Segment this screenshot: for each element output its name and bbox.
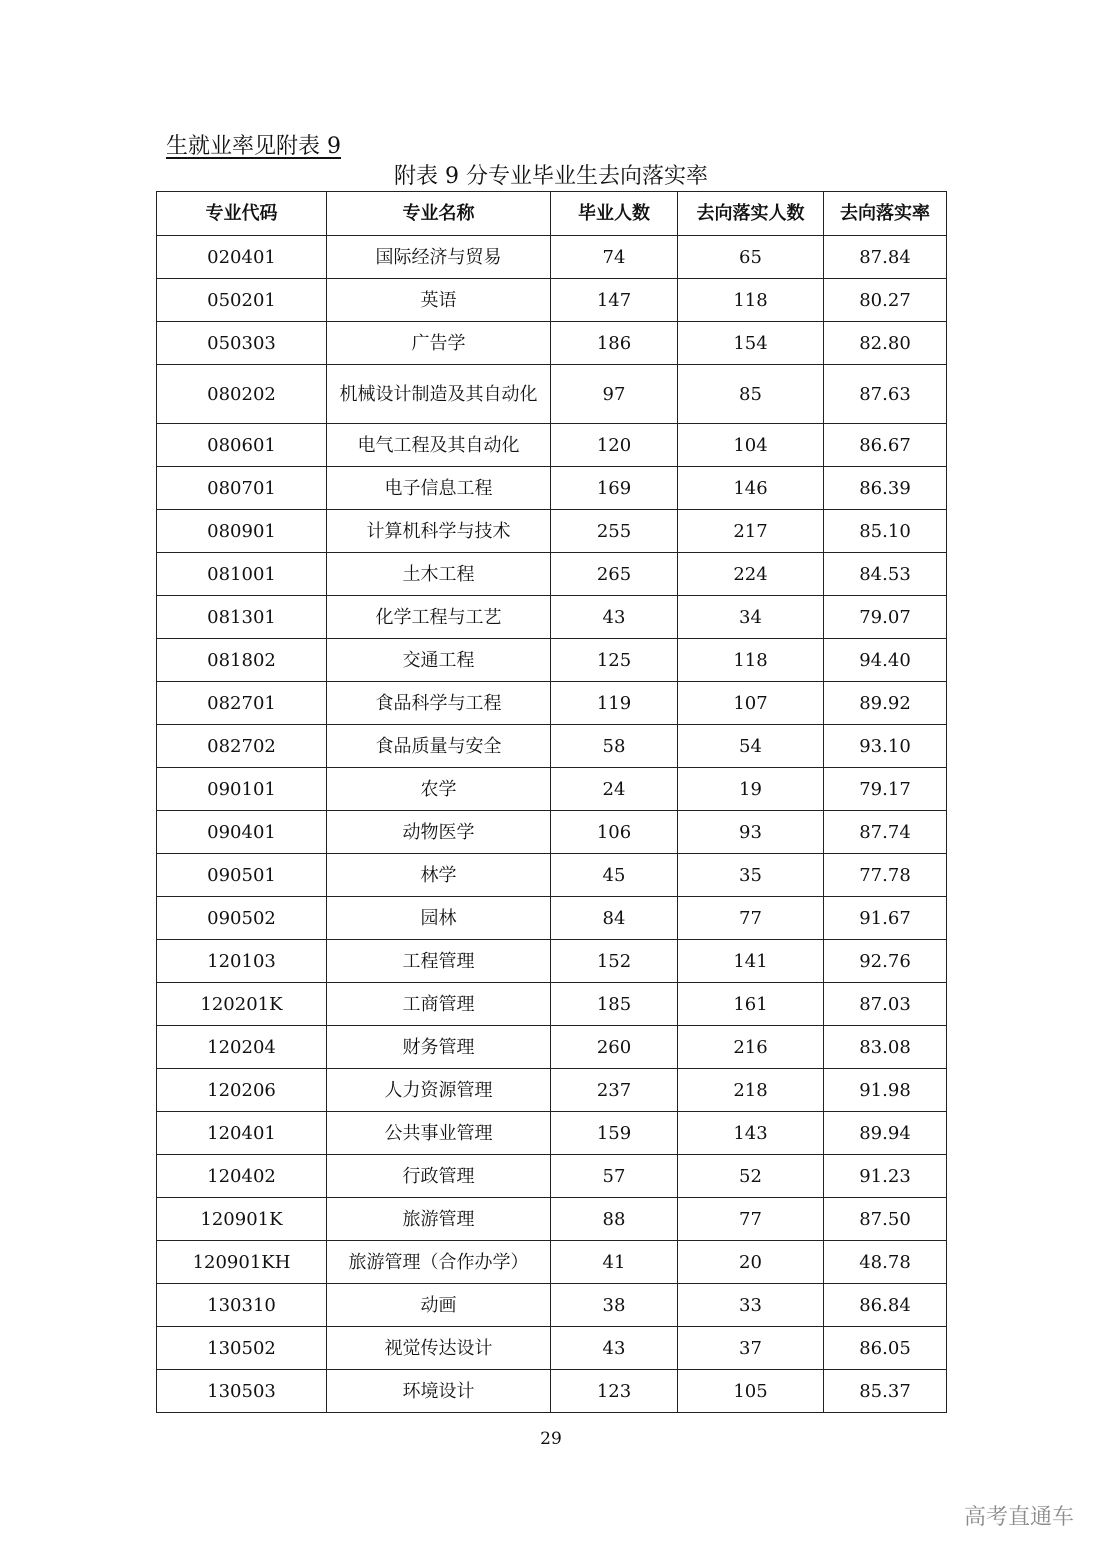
cell-rate: 91.23 bbox=[824, 1155, 947, 1198]
table-row bbox=[157, 639, 947, 682]
cell-name: 广告学 bbox=[327, 322, 551, 365]
cell-placed: 85 bbox=[678, 365, 824, 424]
table-row bbox=[157, 365, 947, 424]
table-row bbox=[157, 1112, 947, 1155]
cell-graduates: 38 bbox=[551, 1284, 678, 1327]
cell-placed: 52 bbox=[678, 1155, 824, 1198]
cell-code: 090401 bbox=[157, 811, 327, 854]
cell-code: 120206 bbox=[157, 1069, 327, 1112]
cell-name: 化学工程与工艺 bbox=[327, 596, 551, 639]
cell-code: 082702 bbox=[157, 725, 327, 768]
cell-rate: 89.92 bbox=[824, 682, 947, 725]
cell-name: 机械设计制造及其自动化 bbox=[327, 365, 551, 424]
cell-code: 081301 bbox=[157, 596, 327, 639]
major-placement-table bbox=[156, 191, 947, 1413]
cell-code: 020401 bbox=[157, 236, 327, 279]
cell-name: 财务管理 bbox=[327, 1026, 551, 1069]
cell-name: 工程管理 bbox=[327, 940, 551, 983]
table-row bbox=[157, 279, 947, 322]
cell-graduates: 84 bbox=[551, 897, 678, 940]
cell-graduates: 106 bbox=[551, 811, 678, 854]
cell-graduates: 260 bbox=[551, 1026, 678, 1069]
cell-placed: 77 bbox=[678, 1198, 824, 1241]
table-row bbox=[157, 1370, 947, 1413]
cell-graduates: 120 bbox=[551, 424, 678, 467]
cell-rate: 87.50 bbox=[824, 1198, 947, 1241]
cell-name: 公共事业管理 bbox=[327, 1112, 551, 1155]
table-row bbox=[157, 768, 947, 811]
cell-rate: 87.63 bbox=[824, 365, 947, 424]
table-row bbox=[157, 596, 947, 639]
cell-rate: 91.67 bbox=[824, 897, 947, 940]
cell-placed: 141 bbox=[678, 940, 824, 983]
header-placed: 去向落实人数 bbox=[678, 192, 824, 236]
cell-name: 食品质量与安全 bbox=[327, 725, 551, 768]
cell-name: 电子信息工程 bbox=[327, 467, 551, 510]
cell-graduates: 123 bbox=[551, 1370, 678, 1413]
cell-placed: 104 bbox=[678, 424, 824, 467]
cell-code: 081001 bbox=[157, 553, 327, 596]
cell-graduates: 97 bbox=[551, 365, 678, 424]
cell-name: 旅游管理（合作办学） bbox=[327, 1241, 551, 1284]
table-row bbox=[157, 424, 947, 467]
cell-graduates: 152 bbox=[551, 940, 678, 983]
header-rate: 去向落实率 bbox=[824, 192, 947, 236]
table-row bbox=[157, 1327, 947, 1370]
table-row bbox=[157, 983, 947, 1026]
cell-name: 国际经济与贸易 bbox=[327, 236, 551, 279]
cell-code: 090501 bbox=[157, 854, 327, 897]
cell-graduates: 147 bbox=[551, 279, 678, 322]
cell-graduates: 255 bbox=[551, 510, 678, 553]
cell-name: 交通工程 bbox=[327, 639, 551, 682]
cell-rate: 77.78 bbox=[824, 854, 947, 897]
cell-name: 工商管理 bbox=[327, 983, 551, 1026]
table-row bbox=[157, 1198, 947, 1241]
cell-graduates: 41 bbox=[551, 1241, 678, 1284]
cell-code: 120201K bbox=[157, 983, 327, 1026]
cell-rate: 79.07 bbox=[824, 596, 947, 639]
cell-placed: 93 bbox=[678, 811, 824, 854]
cell-code: 090101 bbox=[157, 768, 327, 811]
cell-name: 英语 bbox=[327, 279, 551, 322]
cell-graduates: 119 bbox=[551, 682, 678, 725]
cell-placed: 54 bbox=[678, 725, 824, 768]
table-row bbox=[157, 467, 947, 510]
table-caption: 附表 9 分专业毕业生去向落实率 bbox=[394, 164, 708, 189]
cell-placed: 143 bbox=[678, 1112, 824, 1155]
cell-name: 视觉传达设计 bbox=[327, 1327, 551, 1370]
cell-code: 081802 bbox=[157, 639, 327, 682]
cell-rate: 89.94 bbox=[824, 1112, 947, 1155]
table-row bbox=[157, 725, 947, 768]
cell-name: 林学 bbox=[327, 854, 551, 897]
cell-graduates: 74 bbox=[551, 236, 678, 279]
cell-graduates: 185 bbox=[551, 983, 678, 1026]
cell-code: 080701 bbox=[157, 467, 327, 510]
table-row bbox=[157, 236, 947, 279]
cell-name: 环境设计 bbox=[327, 1370, 551, 1413]
cell-rate: 86.39 bbox=[824, 467, 947, 510]
table-header-row bbox=[157, 192, 947, 236]
cell-code: 130310 bbox=[157, 1284, 327, 1327]
cell-graduates: 43 bbox=[551, 1327, 678, 1370]
cell-graduates: 45 bbox=[551, 854, 678, 897]
watermark: 高考直通车 bbox=[963, 1505, 1074, 1530]
cell-name: 农学 bbox=[327, 768, 551, 811]
table-row bbox=[157, 854, 947, 897]
table-row bbox=[157, 510, 947, 553]
table-row bbox=[157, 1284, 947, 1327]
cell-rate: 86.05 bbox=[824, 1327, 947, 1370]
cell-graduates: 186 bbox=[551, 322, 678, 365]
cell-name: 计算机科学与技术 bbox=[327, 510, 551, 553]
cell-graduates: 159 bbox=[551, 1112, 678, 1155]
cell-placed: 118 bbox=[678, 279, 824, 322]
cell-rate: 84.53 bbox=[824, 553, 947, 596]
cell-rate: 87.84 bbox=[824, 236, 947, 279]
cell-rate: 85.37 bbox=[824, 1370, 947, 1413]
cell-placed: 33 bbox=[678, 1284, 824, 1327]
cell-code: 120901KH bbox=[157, 1241, 327, 1284]
cell-placed: 35 bbox=[678, 854, 824, 897]
cell-name: 电气工程及其自动化 bbox=[327, 424, 551, 467]
cell-rate: 93.10 bbox=[824, 725, 947, 768]
table-row bbox=[157, 897, 947, 940]
cell-placed: 216 bbox=[678, 1026, 824, 1069]
lead-text: 生就业率见附表 9 bbox=[166, 134, 341, 159]
cell-name: 园林 bbox=[327, 897, 551, 940]
cell-rate: 80.27 bbox=[824, 279, 947, 322]
cell-name: 行政管理 bbox=[327, 1155, 551, 1198]
cell-code: 120401 bbox=[157, 1112, 327, 1155]
cell-code: 120402 bbox=[157, 1155, 327, 1198]
cell-placed: 146 bbox=[678, 467, 824, 510]
cell-name: 旅游管理 bbox=[327, 1198, 551, 1241]
cell-placed: 218 bbox=[678, 1069, 824, 1112]
cell-rate: 48.78 bbox=[824, 1241, 947, 1284]
cell-code: 080901 bbox=[157, 510, 327, 553]
cell-rate: 86.67 bbox=[824, 424, 947, 467]
cell-code: 082701 bbox=[157, 682, 327, 725]
cell-rate: 92.76 bbox=[824, 940, 947, 983]
table-row bbox=[157, 811, 947, 854]
table-row bbox=[157, 940, 947, 983]
cell-placed: 161 bbox=[678, 983, 824, 1026]
cell-rate: 79.17 bbox=[824, 768, 947, 811]
cell-rate: 94.40 bbox=[824, 639, 947, 682]
cell-graduates: 237 bbox=[551, 1069, 678, 1112]
cell-graduates: 43 bbox=[551, 596, 678, 639]
cell-placed: 118 bbox=[678, 639, 824, 682]
cell-name: 食品科学与工程 bbox=[327, 682, 551, 725]
page-number: 29 bbox=[540, 1429, 562, 1449]
cell-code: 120204 bbox=[157, 1026, 327, 1069]
cell-placed: 37 bbox=[678, 1327, 824, 1370]
table-row bbox=[157, 1069, 947, 1112]
cell-rate: 87.74 bbox=[824, 811, 947, 854]
cell-placed: 20 bbox=[678, 1241, 824, 1284]
cell-name: 土木工程 bbox=[327, 553, 551, 596]
cell-placed: 107 bbox=[678, 682, 824, 725]
cell-rate: 83.08 bbox=[824, 1026, 947, 1069]
table-row bbox=[157, 322, 947, 365]
cell-graduates: 57 bbox=[551, 1155, 678, 1198]
cell-graduates: 88 bbox=[551, 1198, 678, 1241]
cell-code: 090502 bbox=[157, 897, 327, 940]
cell-graduates: 125 bbox=[551, 639, 678, 682]
cell-code: 080601 bbox=[157, 424, 327, 467]
cell-rate: 82.80 bbox=[824, 322, 947, 365]
cell-placed: 154 bbox=[678, 322, 824, 365]
cell-code: 120103 bbox=[157, 940, 327, 983]
cell-placed: 105 bbox=[678, 1370, 824, 1413]
cell-code: 130503 bbox=[157, 1370, 327, 1413]
header-graduates: 毕业人数 bbox=[551, 192, 678, 236]
table-row bbox=[157, 1026, 947, 1069]
cell-placed: 224 bbox=[678, 553, 824, 596]
cell-name: 动画 bbox=[327, 1284, 551, 1327]
cell-name: 动物医学 bbox=[327, 811, 551, 854]
cell-placed: 217 bbox=[678, 510, 824, 553]
table-row bbox=[157, 1241, 947, 1284]
cell-rate: 87.03 bbox=[824, 983, 947, 1026]
table-row bbox=[157, 553, 947, 596]
header-code: 专业代码 bbox=[157, 192, 327, 236]
cell-code: 050303 bbox=[157, 322, 327, 365]
cell-code: 080202 bbox=[157, 365, 327, 424]
cell-rate: 91.98 bbox=[824, 1069, 947, 1112]
table-row bbox=[157, 1155, 947, 1198]
cell-name: 人力资源管理 bbox=[327, 1069, 551, 1112]
cell-placed: 77 bbox=[678, 897, 824, 940]
cell-placed: 34 bbox=[678, 596, 824, 639]
table-row bbox=[157, 682, 947, 725]
cell-placed: 19 bbox=[678, 768, 824, 811]
cell-graduates: 58 bbox=[551, 725, 678, 768]
cell-code: 050201 bbox=[157, 279, 327, 322]
cell-code: 130502 bbox=[157, 1327, 327, 1370]
cell-placed: 65 bbox=[678, 236, 824, 279]
cell-rate: 85.10 bbox=[824, 510, 947, 553]
cell-graduates: 169 bbox=[551, 467, 678, 510]
cell-graduates: 265 bbox=[551, 553, 678, 596]
cell-graduates: 24 bbox=[551, 768, 678, 811]
cell-rate: 86.84 bbox=[824, 1284, 947, 1327]
header-name: 专业名称 bbox=[327, 192, 551, 236]
cell-code: 120901K bbox=[157, 1198, 327, 1241]
